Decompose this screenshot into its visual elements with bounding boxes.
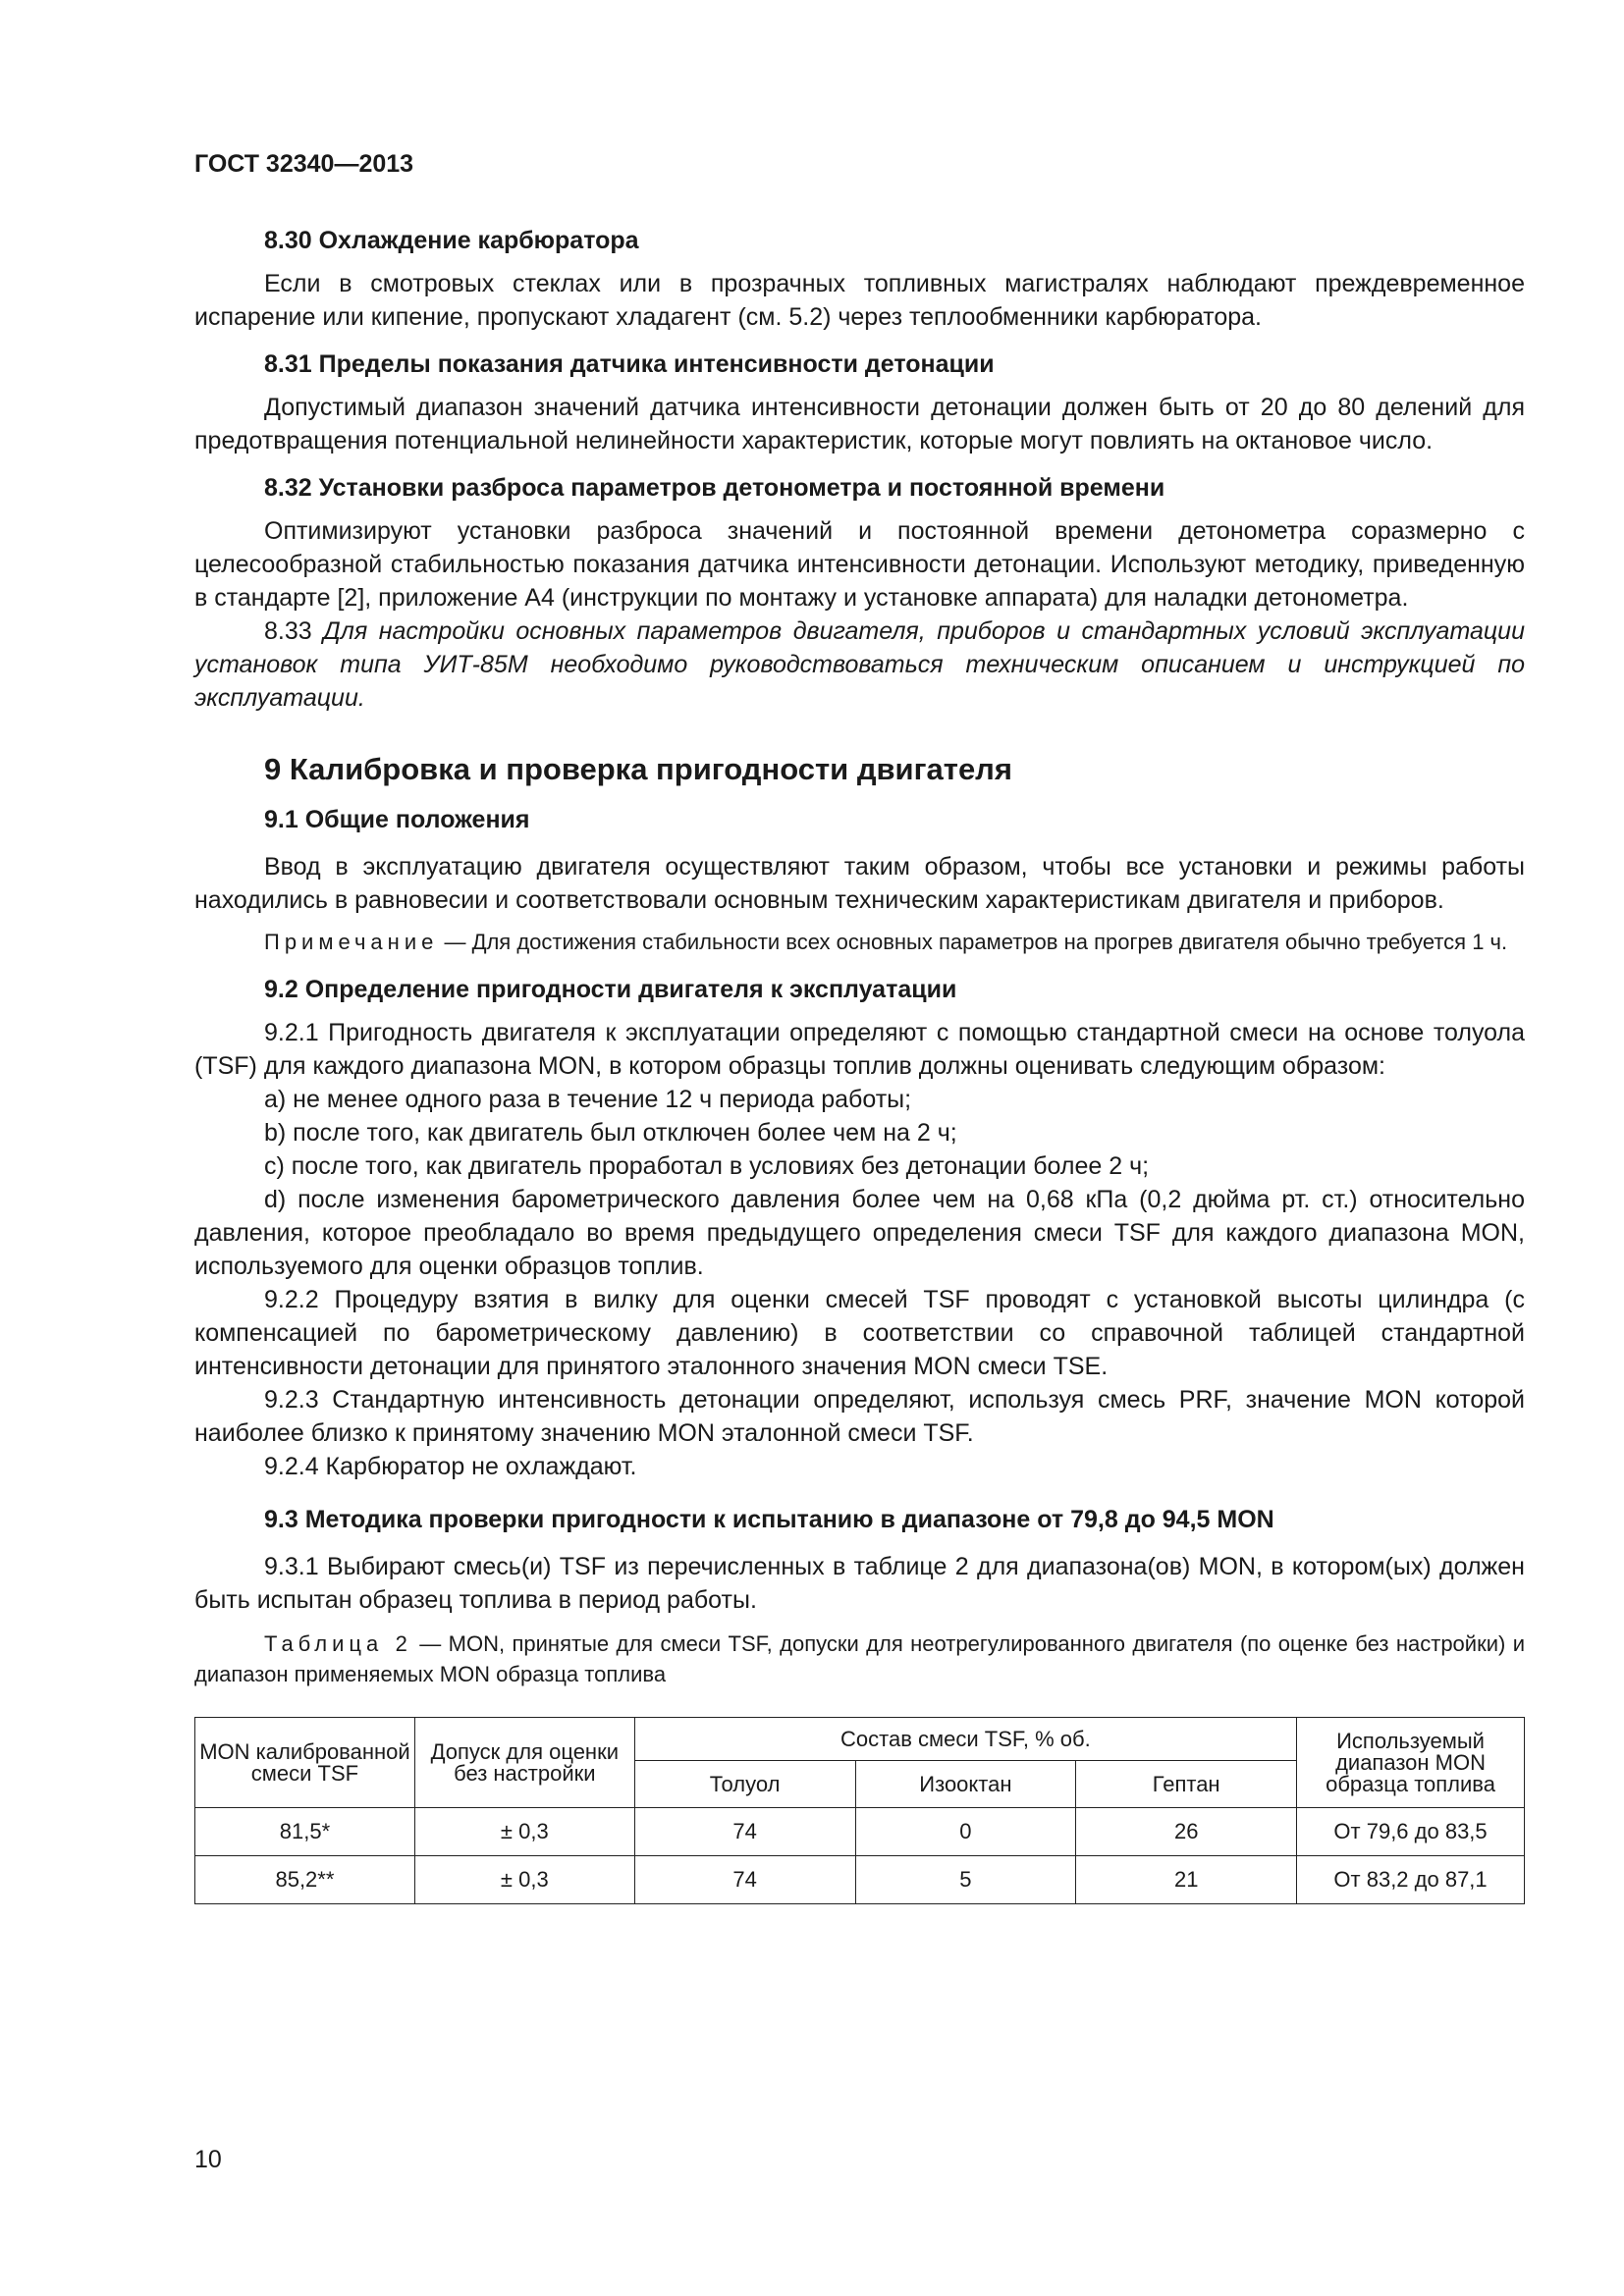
page-number: 10: [194, 2146, 222, 2173]
section-8-32-title: 8.32 Установки разброса параметров детонометра и постоянной времени: [264, 474, 1165, 502]
table-caption-text: — MON, принятые для смеси TSF, допуски для неотрегулированного двигателя (по оценке без настройки) и диапазон применяемых MON образца топлива: [194, 1631, 1525, 1686]
cell-isooctane: 0: [855, 1808, 1076, 1856]
table-caption: [194, 1629, 1525, 1689]
section-8-31-title: 8.31 Пределы показания датчика интенсивности детонации: [264, 350, 995, 378]
cell-isooctane: 5: [855, 1856, 1076, 1904]
section-8-33-number: 8.33: [264, 617, 312, 645]
cell-toluene: 74: [634, 1856, 855, 1904]
section-9-2-title: 9.2 Определение пригодности двигателя к эксплуатации: [264, 976, 957, 1003]
cell-mon: 85,2**: [195, 1856, 415, 1904]
list-item-d: d) после изменения барометрического давления более чем на 0,68 кПа (0,2 дюйма рт. ст.) относительно давления, которое преобладало во время предыдущего определения смеси TSF для каждого диапазона MON, используемого для оценки образцов топлив.: [194, 1186, 1525, 1280]
document-header: ГОСТ 32340—2013: [194, 150, 414, 178]
note-text: — Для достижения стабильности всех основных параметров на прогрев двигателя обычно требуется 1 ч.: [438, 930, 1508, 954]
document-body: [194, 224, 1525, 1904]
header-composition: Состав смеси TSF, % об.: [634, 1718, 1296, 1761]
section-9-2-4-text: 9.2.4 Карбюратор не охлаждают.: [264, 1453, 637, 1480]
cell-tolerance: ± 0,3: [414, 1856, 634, 1904]
section-8-33-paragraph: [194, 614, 1525, 715]
cell-range: От 79,6 до 83,5: [1297, 1808, 1525, 1856]
header-range: Используемый диапазон MON образца топлива: [1297, 1718, 1525, 1808]
list-item-b: b) после того, как двигатель был отключен более чем на 2 ч;: [264, 1119, 957, 1147]
table-row: [195, 1808, 1525, 1856]
cell-range: От 83,2 до 87,1: [1297, 1856, 1525, 1904]
header-isooctane: Изооктан: [855, 1761, 1076, 1808]
header-heptane: Гептан: [1076, 1761, 1297, 1808]
document-page: [194, 0, 1525, 2296]
section-8-30-text: Если в смотровых стеклах или в прозрачных топливных магистралях наблюдают преждевременное испарение или кипение, пропускают хладагент (см. 5.2) через теплообменники карбюратора.: [194, 270, 1525, 331]
list-item-c: c) после того, как двигатель проработал в условиях без детонации более 2 ч;: [264, 1152, 1150, 1180]
header-tolerance: Допуск для оценки без настройки: [414, 1718, 634, 1808]
note-label: Примечание: [264, 930, 439, 954]
section-8-32-text: Оптимизируют установки разброса значений и постоянной времени детонометра соразмерно с целесообразной стабильностью показания датчика интенсивности детонации. Используют методику, приведенную в стандарте [2], приложение А4 (инструкции по монтажу и установке аппарата) для наладки детонометра.: [194, 517, 1525, 612]
header-mon: MON калиброванной смеси TSF: [195, 1718, 415, 1808]
list-item-a: a) не менее одного раза в течение 12 ч периода работы;: [264, 1086, 912, 1113]
cell-tolerance: ± 0,3: [414, 1808, 634, 1856]
section-8-33-text: Для настройки основных параметров двигателя, приборов и стандартных условий эксплуатации установок типа УИТ-85М необходимо руководствоваться техническим описанием и инструкцией по эксплуатации.: [194, 617, 1525, 712]
section-9-3-title: 9.3 Методика проверки пригодности к испытанию в диапазоне от 79,8 до 94,5 MON: [264, 1506, 1274, 1533]
section-9-title: 9 Калибровка и проверка пригодности двигателя: [264, 752, 1012, 786]
table-row: [195, 1856, 1525, 1904]
section-9-1-note: [194, 927, 1525, 957]
table-2: [194, 1717, 1525, 1904]
section-9-1-title: 9.1 Общие положения: [264, 806, 530, 833]
section-8-31-text: Допустимый диапазон значений датчика интенсивности детонации должен быть от 20 до 80 делений для предотвращения потенциальной нелинейности характеристик, которые могут повлиять на октановое число.: [194, 394, 1525, 454]
cell-mon: 81,5*: [195, 1808, 415, 1856]
table-label: Таблица 2: [264, 1631, 412, 1656]
cell-heptane: 21: [1076, 1856, 1297, 1904]
section-9-2-1-text: 9.2.1 Пригодность двигателя к эксплуатации определяют с помощью стандартной смеси на основе толуола (TSF) для каждого диапазона MON, в котором образцы топлив должны оценивать следующим образом:: [194, 1019, 1525, 1080]
section-9-3-1-text: 9.3.1 Выбирают смесь(и) TSF из перечисленных в таблице 2 для диапазона(ов) MON, в котором(ых) должен быть испытан образец топлива в период работы.: [194, 1553, 1525, 1614]
section-9-2-2-text: 9.2.2 Процедуру взятия в вилку для оценки смесей TSF проводят с установкой высоты цилиндра (с компенсацией по барометрическому давлению) в соответствии со справочной таблицей стандартной интенсивности детонации для принятого эталонного значения MON смеси TSE.: [194, 1286, 1525, 1380]
cell-heptane: 26: [1076, 1808, 1297, 1856]
cell-toluene: 74: [634, 1808, 855, 1856]
header-toluene: Толуол: [634, 1761, 855, 1808]
section-9-1-text: Ввод в эксплуатацию двигателя осуществляют таким образом, чтобы все установки и режимы работы находились в равновесии и соответствовали основным техническим характеристикам двигателя и приборов.: [194, 853, 1525, 914]
section-8-30-title: 8.30 Охлаждение карбюратора: [264, 227, 639, 254]
section-9-2-3-text: 9.2.3 Стандартную интенсивность детонации определяют, используя смесь PRF, значение MON которой наиболее близко к принятому значению MON эталонной смеси TSF.: [194, 1386, 1525, 1447]
